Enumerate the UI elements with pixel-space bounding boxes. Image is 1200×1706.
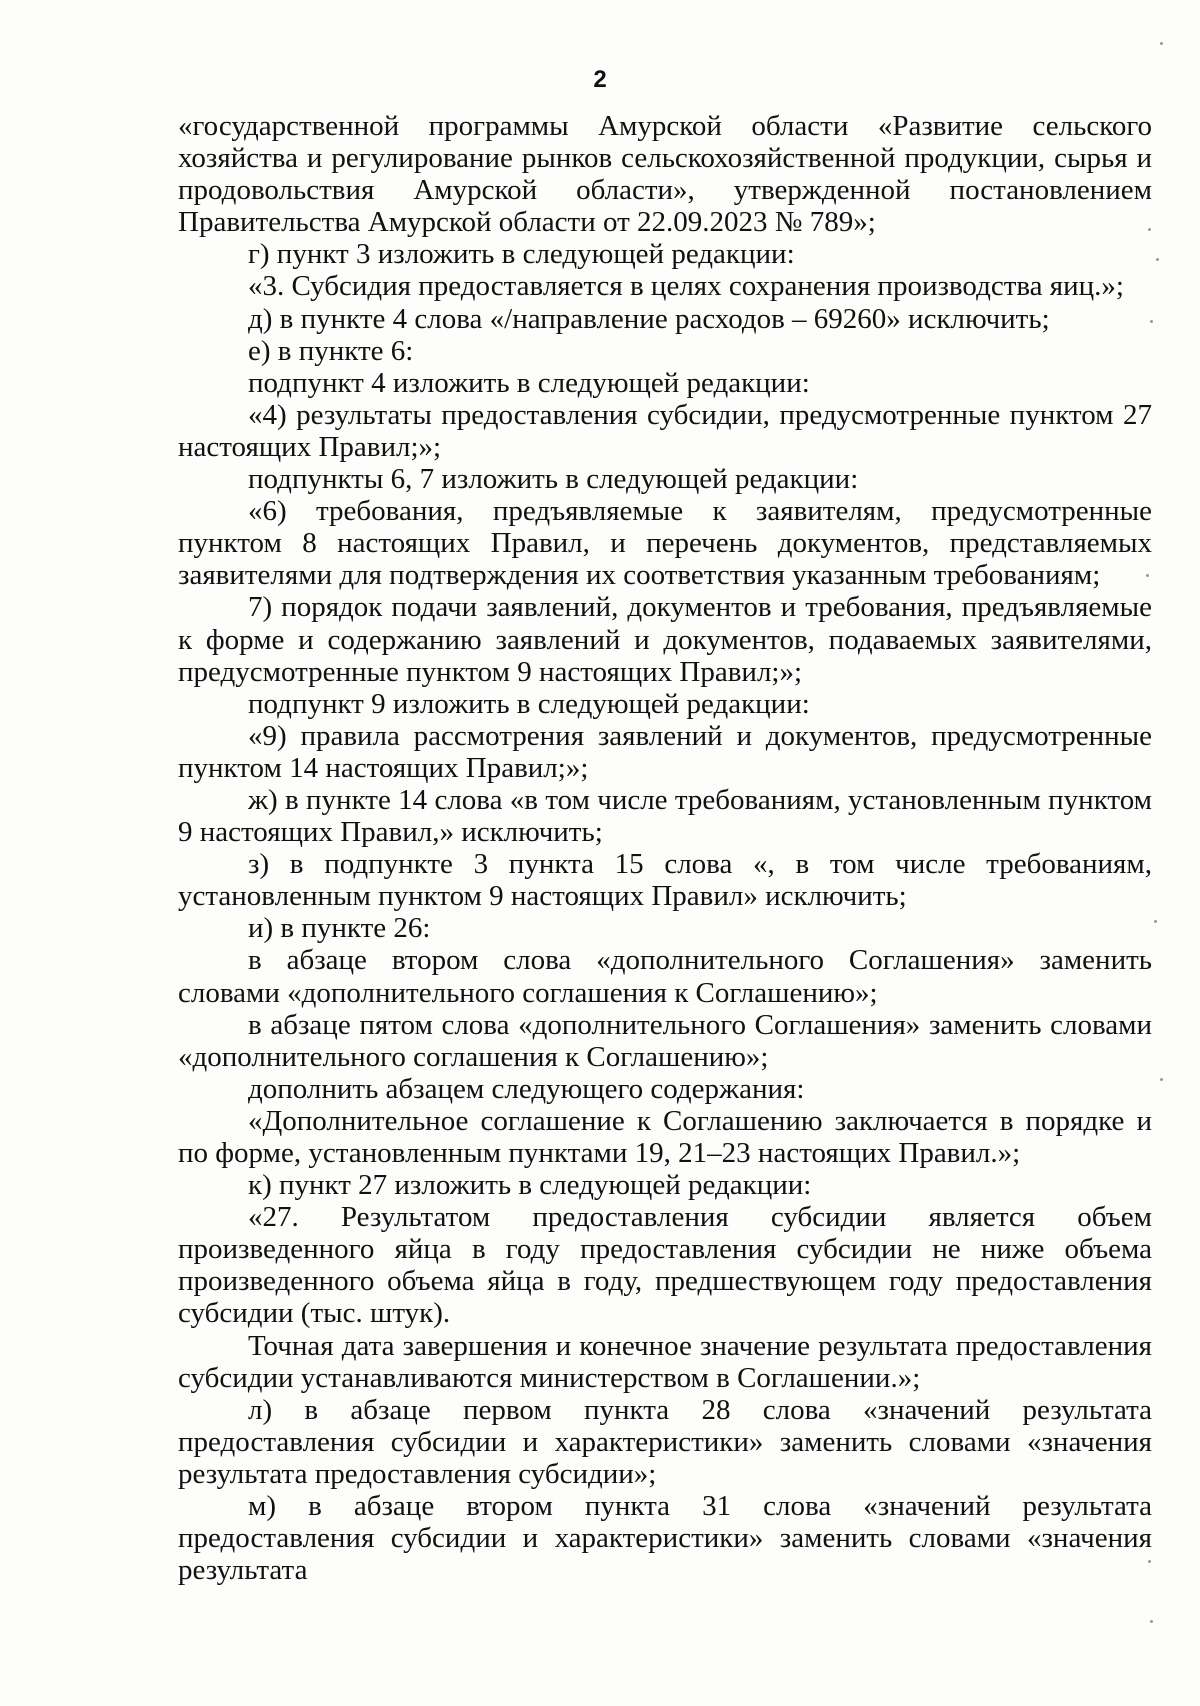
- scan-speck: [1148, 228, 1151, 231]
- paragraph: з) в подпункте 3 пункта 15 слова «, в том числе требованиям, установленным пунктом 9 настоящих Правил» исключить;: [178, 848, 1152, 913]
- paragraph: д) в пункте 4 слова «/направление расходов – 69260» исключить;: [248, 302, 1050, 335]
- scan-speck: [1160, 1078, 1163, 1081]
- paragraph: Точная дата завершения и конечное значение результата предоставления субсидии устанавливаются министерством в Соглашении.»;: [178, 1329, 1152, 1394]
- scan-speck: [1150, 320, 1153, 323]
- scan-speck: [1160, 42, 1163, 45]
- paragraph: дополнить абзацем следующего содержания:: [248, 1072, 805, 1105]
- paragraph: «4) результаты предоставления субсидии, предусмотренные пунктом 27 настоящих Правил;»;: [178, 398, 1152, 463]
- paragraph: подпункты 6, 7 изложить в следующей редакции:: [248, 463, 859, 496]
- paragraph: «9) правила рассмотрения заявлений и документов, предусмотренные пунктом 14 настоящих Правил;»;: [178, 719, 1152, 784]
- scan-speck: [1154, 920, 1157, 923]
- paragraph: «6) требования, предъявляемые к заявителям, предусмотренные пунктом 8 настоящих Правил, и перечень документов, представляемых заявителями для подтверждения их соответствия указанным требованиям;: [178, 495, 1152, 592]
- paragraph: м) в абзаце втором пункта 31 слова «значений результата предоставления субсидии и характеристики» заменить словами «значения результата: [178, 1490, 1152, 1587]
- scan-speck: [1146, 574, 1149, 577]
- paragraph: г) пункт 3 изложить в следующей редакции:: [248, 238, 795, 271]
- paragraph: «3. Субсидия предоставляется в целях сохранения производства яиц.»;: [248, 270, 1124, 303]
- paragraph: подпункт 9 изложить в следующей редакции:: [248, 687, 810, 720]
- paragraph: ж) в пункте 14 слова «в том числе требованиям, установленным пунктом 9 настоящих Правил,» исключить;: [178, 783, 1152, 849]
- paragraph: 7) порядок подачи заявлений, документов и требования, предъявляемые к форме и содержанию заявлений и документов, подаваемых заявителями, предусмотренные пунктом 9 настоящих Правил;»;: [178, 591, 1152, 688]
- paragraph: «27. Результатом предоставления субсидии является объем произведенного яйца в году предоставления субсидии не ниже объема произведенного объема яйца в году, предшествующем году предоставления субсидии (тыс. штук).: [178, 1201, 1152, 1330]
- document-body: [178, 110, 1152, 1586]
- paragraph: л) в абзаце первом пункта 28 слова «значений результата предоставления субсидии и характеристики» заменить словами «значения результата предоставления субсидии»;: [178, 1393, 1152, 1490]
- paragraph: в абзаце пятом слова «дополнительного Соглашения» заменить словами «дополнительного соглашения к Соглашению»;: [178, 1008, 1152, 1073]
- scan-speck: [1156, 258, 1159, 261]
- paragraph: «Дополнительное соглашение к Соглашению заключается в порядке и по форме, установленным пунктами 19, 21–23 настоящих Правил.»;: [178, 1104, 1152, 1169]
- scan-speck: [1148, 1560, 1151, 1563]
- paragraph: и) в пункте 26:: [248, 912, 431, 945]
- paragraph: к) пункт 27 изложить в следующей редакции:: [248, 1169, 812, 1202]
- paragraph: «государственной программы Амурской области «Развитие сельского хозяйства и регулирование рынков сельскохозяйственной продукции, сырья и продовольствия Амурской области», утвержденной постановлением Правительства Амурской области от 22.09.2023 № 789»;: [178, 110, 1152, 239]
- paragraph: в абзаце втором слова «дополнительного Соглашения» заменить словами «дополнительного соглашения к Соглашению»;: [178, 944, 1152, 1009]
- paragraph: е) в пункте 6:: [248, 334, 414, 367]
- scan-speck: [1150, 1620, 1153, 1623]
- paragraph: подпункт 4 изложить в следующей редакции:: [248, 366, 810, 399]
- page-number: 2: [593, 66, 607, 93]
